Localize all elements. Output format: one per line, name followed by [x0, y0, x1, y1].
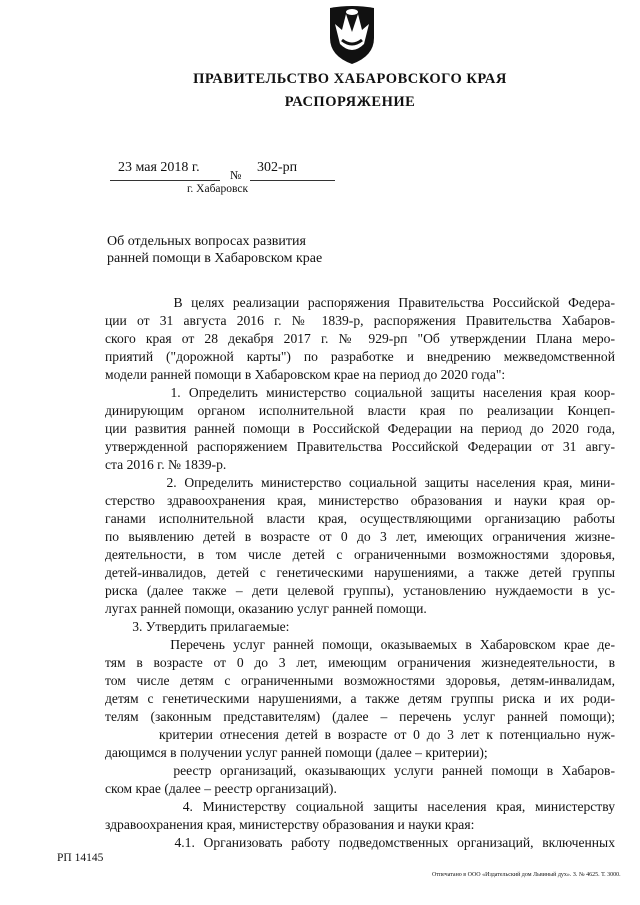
printing-note: Отпечатано в ООО «Издательский дом Львиный дух». З. № 4625. Т. 3000. [432, 872, 621, 878]
body-line: реестр организаций, оказывающих услуги ранней помощи в Хабаров- [105, 763, 615, 778]
registry-code: РП 14145 [57, 852, 104, 864]
body-line: телям (законным представителям) (далее – перечень услуг ранней помощи); [105, 709, 615, 724]
body-line: стерство здравоохранения края, министерство образования и науки края ор- [105, 493, 615, 508]
body-line: ского края от 28 декабря 2017 г. № 929-рп "Об утверждении Плана меро- [105, 331, 615, 346]
body-line: 3. Утвердить прилагаемые: [105, 619, 290, 634]
body-line: тям в возрасте от 0 до 3 лет, имеющим ограничения жизнедеятельности, в [105, 655, 615, 670]
body-line: детям с генетическими нарушениями, а также детям группы риска и их роди- [105, 691, 615, 706]
body-line: 1. Определить министерство социальной защиты населения края коор- [105, 385, 615, 400]
body-line: ганами исполнительной власти края, осуществляющими организацию работы [105, 511, 615, 526]
document-body [105, 294, 615, 852]
document-city: г. Хабаровск [187, 183, 249, 195]
body-line: 4. Министерству социальной защиты населения края, министерству [105, 799, 615, 814]
number-sign: № [230, 168, 242, 182]
number-underline [250, 180, 335, 181]
body-line: ции развития ранней помощи в Российской Федерации на период до 2020 года, [105, 421, 615, 436]
body-line: здравоохранения края, министерству образования и науки края: [105, 817, 475, 832]
document-date: 23 мая 2018 г. [118, 160, 200, 175]
body-line: лугах ранней помощи, оказанию услуг ранней помощи. [105, 601, 427, 616]
body-line: ста 2016 г. № 1839-р. [105, 457, 227, 472]
subject-line: Об отдельных вопросах развития [107, 234, 306, 249]
date-underline [110, 180, 220, 181]
body-line: приятий ("дорожной карты") по разработке и внедрению межведомственной [105, 349, 615, 364]
document-number: 302-рп [257, 160, 298, 175]
body-line: детей-инвалидов, детей с генетическими нарушениями, а также детей группы [105, 565, 615, 580]
body-line: дающимся в получении услуг ранней помощи (далее – критерии); [105, 745, 488, 760]
document-type: РАСПОРЯЖЕНИЕ [284, 94, 416, 110]
body-line: 2. Определить министерство социальной защиты населения края, мини- [105, 475, 615, 490]
body-line: динирующим органом исполнительной власти края по реализации Концеп- [105, 403, 615, 418]
body-line: модели ранней помощи в Хабаровском крае на период до 2020 года": [105, 367, 506, 382]
body-line: В целях реализации распоряжения Правительства Российской Федера- [105, 295, 615, 310]
body-line: по выявлению детей в возрасте от 0 до 3 лет, имеющих ограничения жизне- [105, 529, 615, 544]
document-subject [107, 233, 347, 267]
coat-of-arms-emblem [326, 4, 378, 66]
subject-line: ранней помощи в Хабаровском крае [107, 251, 323, 266]
body-line: 4.1. Организовать работу подведомственных организаций, включенных [105, 835, 615, 850]
government-title: ПРАВИТЕЛЬСТВО ХАБАРОВСКОГО КРАЯ [193, 71, 507, 87]
body-line: деятельности, в том числе детей с ограниченными возможностями здоровья, [105, 547, 615, 562]
body-line: том числе детям с ограниченными возможностями здоровья, детям-инвалидам, [105, 673, 615, 688]
body-line: Перечень услуг ранней помощи, оказываемых в Хабаровском крае де- [105, 637, 615, 652]
body-line: ском крае (далее – реестр организаций). [105, 781, 337, 796]
body-line: ции от 31 августа 2016 г. № 1839-р, распоряжения Правительства Хабаров- [105, 313, 615, 328]
body-line: критерии отнесения детей в возрасте от 0 до 3 лет к потенциально нуж- [105, 727, 615, 742]
body-line: утвержденной распоряжением Правительства Российской Федерации от 31 авгу- [105, 439, 615, 454]
body-line: риска (далее также – дети целевой группы), установлению нуждаемости в ус- [105, 583, 615, 598]
